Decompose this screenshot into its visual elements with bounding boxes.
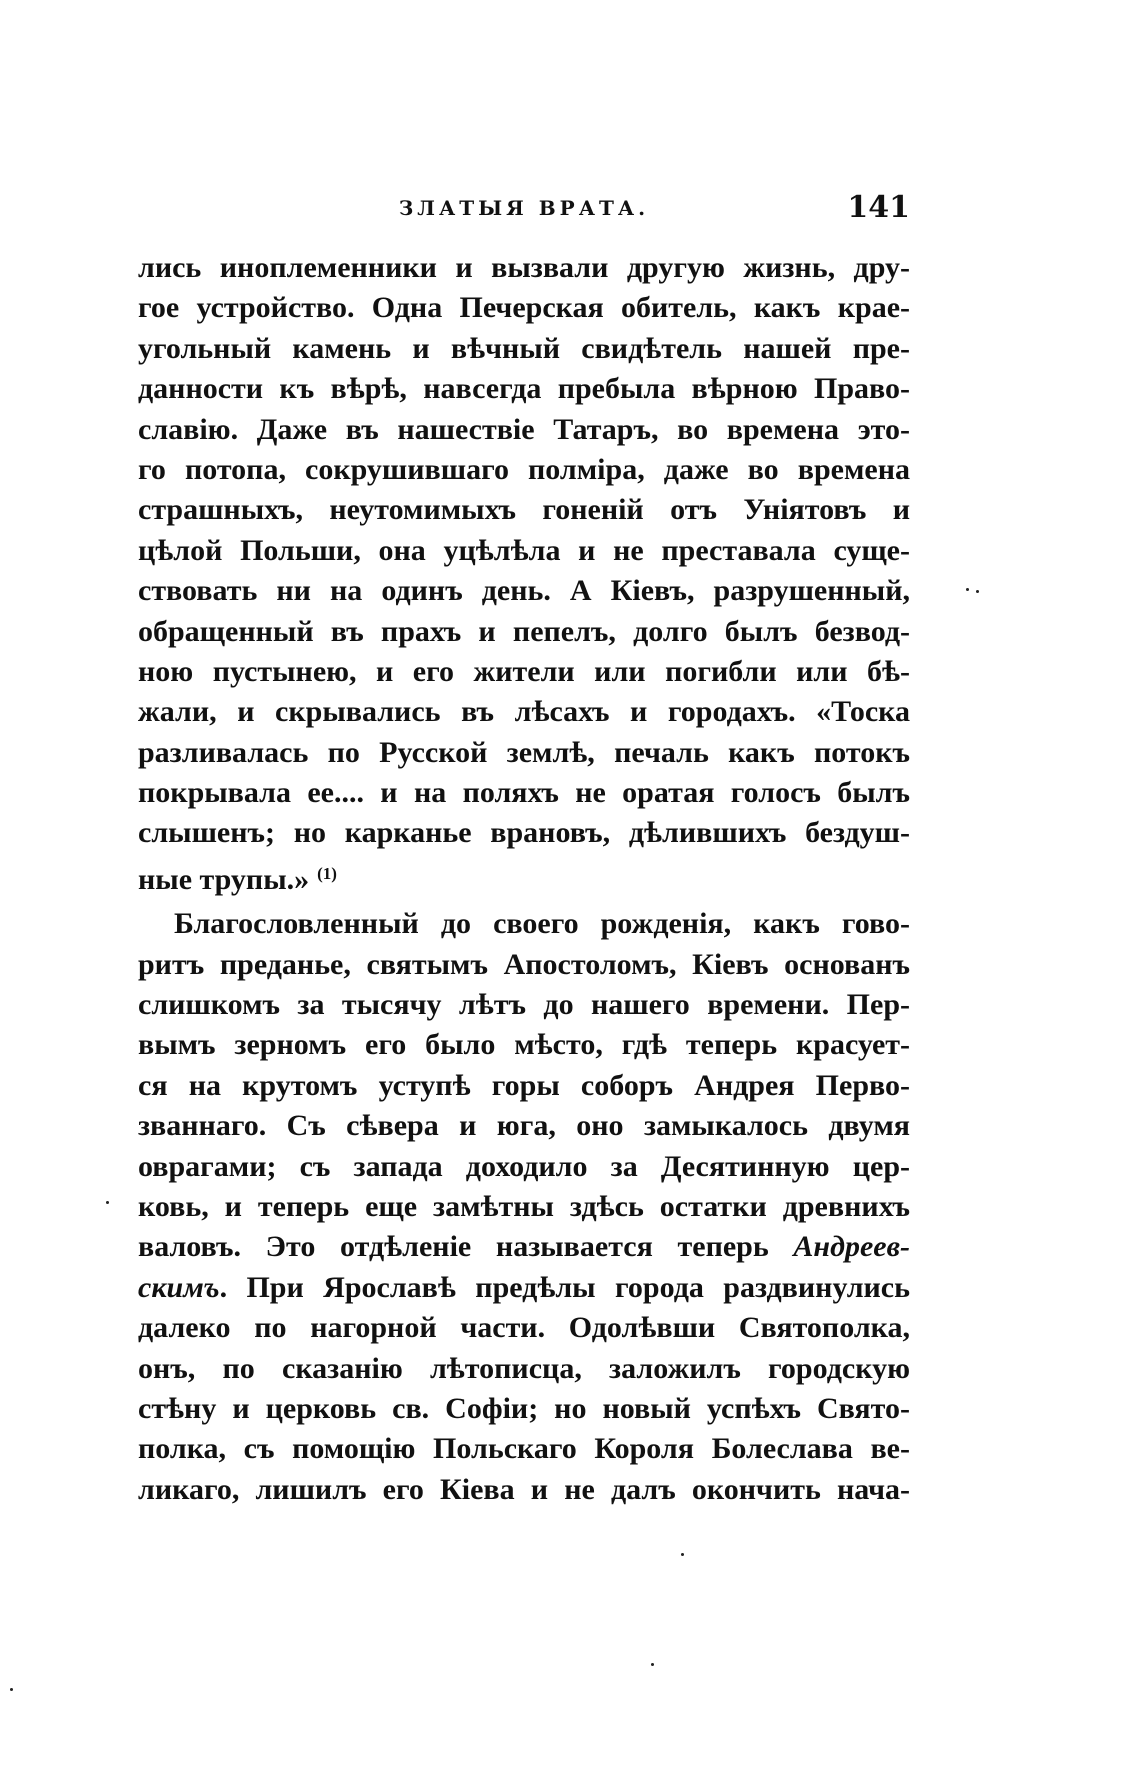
italic-term: скимъ <box>138 1270 220 1304</box>
text-line: званнаго. Съ сѣвера и юга, оно замыкалось двумя <box>138 1109 910 1143</box>
line-text: валовъ. Это отдѣленіе называется теперь <box>138 1230 794 1264</box>
text-line: онъ, по сказанію лѣтописца, заложилъ городскую <box>138 1351 910 1385</box>
scan-speck <box>106 1201 109 1204</box>
text-line: Благословленный до своего рожденія, какъ гово- <box>174 907 910 941</box>
text-line: жали, и скрывались въ лѣсахъ и городахъ. «Тоска <box>138 695 910 729</box>
page-number: 141 <box>847 190 910 225</box>
text-line: слишкомъ за тысячу лѣтъ до нашего времени. Пер- <box>138 988 910 1022</box>
scan-speck <box>651 1663 654 1666</box>
text-line <box>138 1268 910 1308</box>
text-line: оврагами; съ запада доходило за Десятинную цер- <box>138 1149 910 1183</box>
text-line: угольный камень и вѣчный свидѣтель нашей пре- <box>138 331 910 365</box>
running-title: ЗЛАТЫЯ ВРАТА. <box>398 196 650 220</box>
text-line: лись иноплеменники и вызвали другую жизнь, дру- <box>138 251 910 284</box>
text-line: полка, съ помощію Польскаго Короля Болеслава ве- <box>138 1432 910 1466</box>
text-line: ствовать ни на одинъ день. А Кіевъ, разрушенный, <box>138 574 910 608</box>
scan-speck <box>10 1688 13 1691</box>
text-line: далеко по нагорной части. Одолѣвши Святополка, <box>138 1311 910 1345</box>
text-line: стѣну и церковь св. Софіи; но новый успѣхъ Свято- <box>138 1391 910 1425</box>
scan-speck <box>976 590 979 593</box>
text-line: ся на крутомъ уступѣ горы соборъ Андрея Перво- <box>138 1068 910 1102</box>
text-line: покрывала ее.... и на поляхъ не оратая голосъ былъ <box>138 776 910 810</box>
line-text: . При Ярославѣ предѣлы города раздвинулись <box>219 1270 910 1304</box>
italic-term: Андреев- <box>793 1230 910 1264</box>
paragraph-end-text: ные трупы.» <box>138 862 310 896</box>
page-header <box>138 190 910 230</box>
text-line: го потопа, сокрушившаго полміра, даже во времена <box>138 452 910 486</box>
text-line: цѣлой Польши, она уцѣлѣла и не преставала суще- <box>138 533 910 567</box>
text-line: разливалась по Русской землѣ, печаль какъ потокъ <box>138 735 910 769</box>
body-text <box>138 248 910 1510</box>
text-line: ною пустынею, и его жители или погибли или бѣ- <box>138 654 910 688</box>
paragraph-2 <box>138 904 910 1510</box>
text-line-last <box>138 854 910 894</box>
text-line: слышенъ; но карканье врановъ, дѣлившихъ бездуш- <box>138 816 910 850</box>
text-line: ритъ преданье, святымъ Апостоломъ, Кіевъ основанъ <box>138 947 910 981</box>
text-line: вымъ зерномъ его было мѣсто, гдѣ теперь красует- <box>138 1028 910 1062</box>
text-line: данности къ вѣрѣ, навсегда пребыла вѣрною Право- <box>138 372 910 406</box>
text-line: страшныхъ, неутомимыхъ гоненій отъ Уніятовъ и <box>138 493 910 527</box>
text-line: ликаго, лишилъ его Кіева и не далъ окончить нача- <box>138 1472 910 1506</box>
footnote-reference: (1) <box>317 863 337 883</box>
text-line: гое устройство. Одна Печерская обитель, какъ крае- <box>138 291 910 325</box>
scan-speck <box>966 588 969 591</box>
scan-speck <box>681 1553 684 1556</box>
text-line: обращенный въ прахъ и пепелъ, долго былъ безвод- <box>138 614 910 648</box>
text-line <box>138 1227 910 1267</box>
paragraph-1 <box>138 248 910 894</box>
text-line: славію. Даже въ нашествіе Татаръ, во времена это- <box>138 412 910 446</box>
text-line: ковь, и теперь еще замѣтны здѣсь остатки древнихъ <box>138 1189 910 1223</box>
